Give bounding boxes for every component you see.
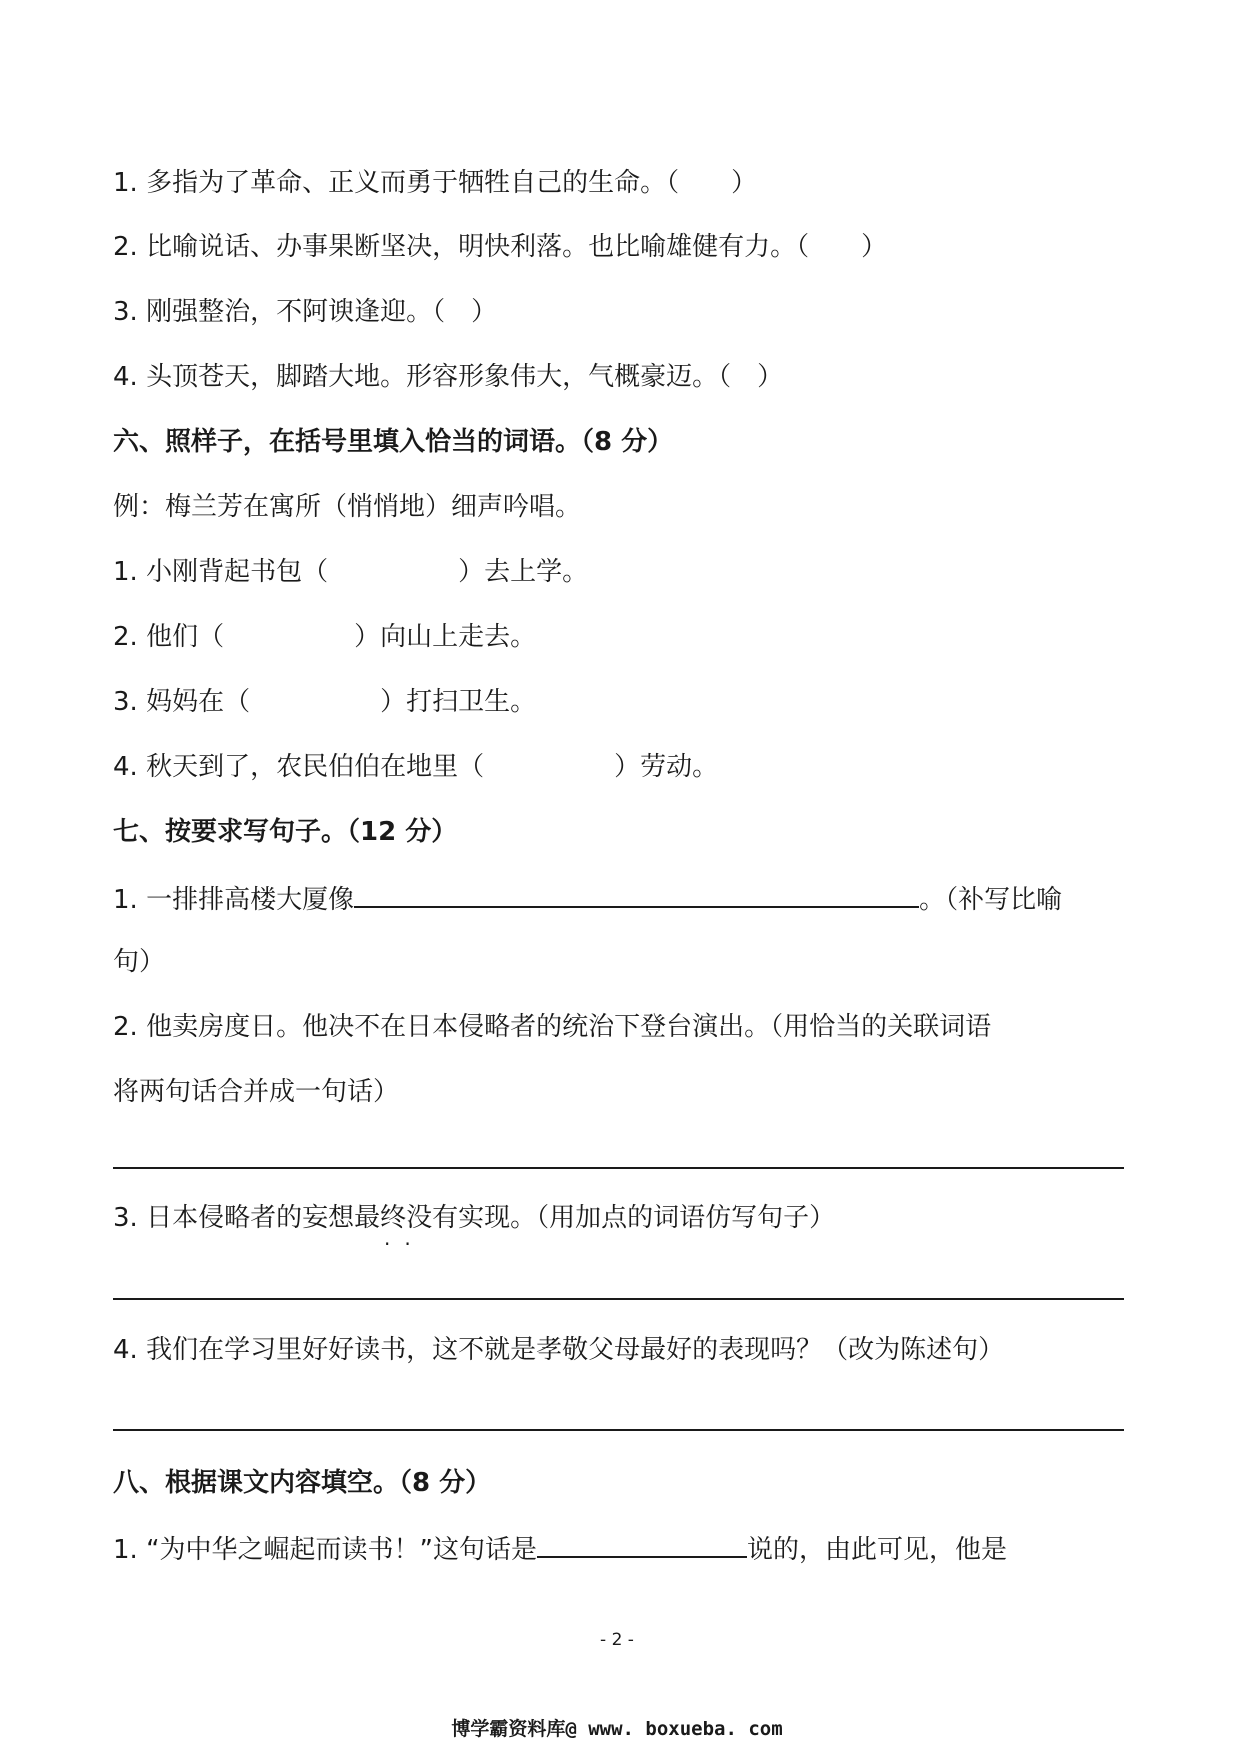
section7-q4-answer-line[interactable] xyxy=(113,1429,1124,1431)
emphasis-dots: ·· xyxy=(384,1232,425,1256)
section7-q1-continued: 句） xyxy=(113,947,166,977)
page-number: - 2 - xyxy=(600,1630,634,1650)
section7-q1-blank[interactable] xyxy=(354,880,919,908)
section6-item-2: 2. 他们（ ）向山上走去。 xyxy=(113,622,537,652)
footer-watermark: 博学霸资料库@ www. boxueba. com xyxy=(451,1718,783,1740)
section6-example: 例：梅兰芳在寓所（悄悄地）细声吟唱。 xyxy=(113,492,582,522)
section7-q2-answer-line[interactable] xyxy=(113,1167,1124,1169)
section7-q4: 4. 我们在学习里好好读书，这不就是孝敬父母最好的表现吗？（改为陈述句） xyxy=(113,1335,1005,1365)
section7-q1 xyxy=(113,880,1062,917)
section5-item-2: 2. 比喻说话、办事果断坚决，明快利落。也比喻雄健有力。（ ） xyxy=(113,232,888,262)
section5-item-3: 3. 刚强整治，不阿谀逢迎。（ ） xyxy=(113,297,498,327)
section6-item-3: 3. 妈妈在（ ）打扫卫生。 xyxy=(113,687,537,717)
section7-q3-answer-line[interactable] xyxy=(113,1298,1124,1300)
section7-q2-line2: 将两句话合并成一句话） xyxy=(113,1077,400,1107)
section7-title: 七、按要求写句子。（12 分） xyxy=(113,817,458,847)
section5-item-1: 1. 多指为了革命、正义而勇于牺牲自己的生命。（ ） xyxy=(113,168,758,198)
section6-item-1: 1. 小刚背起书包（ ）去上学。 xyxy=(113,557,589,587)
section8-title: 八、根据课文内容填空。（8 分） xyxy=(113,1468,492,1498)
section7-q1-suffix: 。（补写比喻 xyxy=(919,885,1063,915)
section8-q1 xyxy=(113,1530,1007,1567)
section8-q1-suffix: 说的，由此可见，他是 xyxy=(747,1535,1008,1565)
section8-q1-prefix: 1. “为中华之崛起而读书！”这句话是 xyxy=(113,1535,538,1565)
section6-title: 六、照样子，在括号里填入恰当的词语。（8 分） xyxy=(113,427,674,457)
section7-q1-prefix: 1. 一排排高楼大厦像 xyxy=(113,885,355,915)
section7-q2-line1: 2. 他卖房度日。他决不在日本侵略者的统治下登台演出。（用恰当的关联词语 xyxy=(113,1012,992,1042)
section5-item-4: 4. 头顶苍天，脚踏大地。形容形象伟大，气概豪迈。（ ） xyxy=(113,362,784,392)
section7-q3: 3. 日本侵略者的妄想最终没有实现。（用加点的词语仿写句子） xyxy=(113,1203,836,1233)
section6-item-4: 4. 秋天到了，农民伯伯在地里（ ）劳动。 xyxy=(113,752,719,782)
section8-q1-blank[interactable] xyxy=(537,1530,747,1558)
